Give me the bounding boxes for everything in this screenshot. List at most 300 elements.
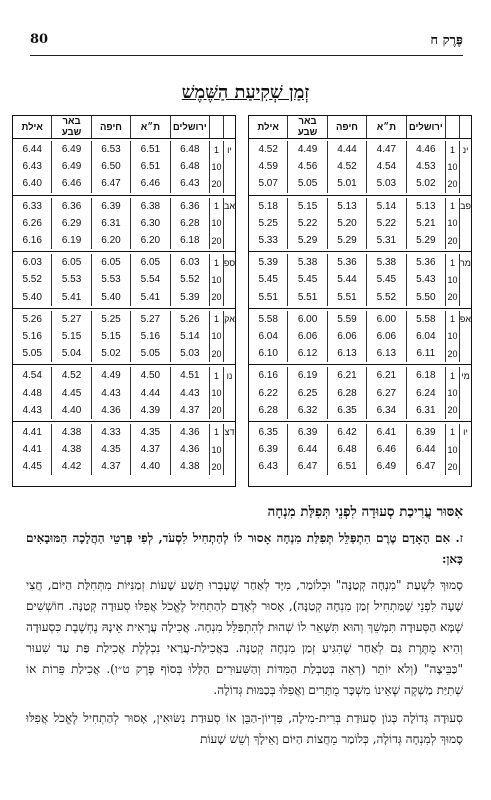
time-cell: 5.03: [170, 345, 209, 362]
day-cell: 20: [445, 289, 459, 306]
month-cell: [223, 458, 235, 475]
month-cell: [223, 441, 235, 458]
time-cell: 6.44: [406, 441, 445, 458]
time-cell: 4.38: [51, 441, 90, 458]
day-cell: 20: [209, 175, 223, 192]
time-cell: 5.22: [366, 215, 405, 232]
time-cell: 6.38: [130, 198, 169, 215]
time-cell: 4.35: [91, 441, 130, 458]
sunset-table-right: [248, 115, 472, 487]
day-cell: 20: [445, 458, 459, 475]
time-cell: 6.16: [258, 370, 278, 382]
time-cell: 6.28: [327, 384, 366, 401]
month-cell: מר: [459, 254, 471, 271]
month-cell: [459, 345, 471, 362]
table-row: [13, 175, 235, 192]
time-cell: 4.54: [22, 370, 42, 382]
time-cell: 5.51: [258, 291, 278, 303]
time-cell: 5.14: [366, 198, 405, 215]
time-cell: 4.52: [327, 158, 366, 175]
time-cell: 4.38: [170, 458, 209, 475]
time-cell: 4.43: [170, 384, 209, 401]
day-cell: 20: [209, 402, 223, 419]
time-cell: 4.44: [327, 141, 366, 158]
table-row: [13, 345, 235, 362]
time-cell: 4.49: [287, 141, 326, 158]
month-group: [13, 196, 235, 253]
table-row: [13, 198, 235, 215]
time-cell: 6.47: [406, 458, 445, 475]
day-cell: 20: [445, 402, 459, 419]
table-row: [249, 367, 471, 384]
time-cell: 5.45: [287, 271, 326, 288]
month-group: [249, 365, 471, 422]
month-cell: [223, 271, 235, 288]
time-cell: 5.31: [366, 232, 405, 249]
time-cell: 4.41: [22, 444, 42, 456]
table-row: [249, 215, 471, 232]
table-row: [249, 141, 471, 158]
month-cell: [223, 175, 235, 192]
time-cell: 4.50: [130, 367, 169, 384]
time-cell: 6.27: [366, 384, 405, 401]
day-cell: 10: [445, 271, 459, 288]
time-cell: 6.43: [170, 175, 209, 192]
month-cell: אק: [223, 311, 235, 328]
time-cell: 6.49: [51, 141, 90, 158]
time-cell: 4.52: [51, 367, 90, 384]
time-cell: 6.39: [287, 424, 326, 441]
time-cell: 4.52: [258, 144, 278, 156]
time-cell: 6.12: [287, 345, 326, 362]
header-rule: [30, 55, 463, 56]
table-header-row: [13, 116, 235, 139]
paragraph-3: סְעוּדָה גְּדוֹלָה כְּגוֹן סְעוּדַת בְּרִית-מִילָה, פִּדְיוֹן-הַבֵּן אוֹ סְעוּדַת נִשּׂוּאִין, אָסוּר לְהַתְחִיל לֶאֱכֹל אֲפִלּוּ סָמוּךְ לְמִנְחָה גְּדוֹלָה, כְּלוֹמַר מֵחֲצוֹת הַיּוֹם וָאֵילָךְ וְשֵׁשׁ שָׁעוֹת: [26, 711, 463, 746]
time-cell: 5.43: [406, 271, 445, 288]
month-cell: מי: [459, 367, 471, 384]
time-cell: 4.59: [258, 161, 278, 173]
day-cell: 1: [209, 424, 223, 441]
table-row: [13, 141, 235, 158]
month-cell: אב: [223, 198, 235, 215]
time-cell: 6.20: [91, 232, 130, 249]
time-cell: 5.05: [22, 348, 42, 360]
time-cell: 5.33: [258, 235, 278, 247]
column-header: באר שבע: [51, 116, 90, 138]
table-row: [249, 384, 471, 401]
time-cell: 6.06: [327, 328, 366, 345]
section-title: אִסּוּר עֲרִיכַת סְעוּדָה לִפְנֵי תְּפִלַּת מִנְחָה: [267, 504, 463, 520]
time-cell: 5.16: [22, 330, 42, 342]
day-cell: 10: [209, 441, 223, 458]
time-cell: 4.43: [22, 404, 42, 416]
month-cell: אפ: [459, 311, 471, 328]
day-cell: 1: [445, 367, 459, 384]
time-cell: 6.32: [287, 402, 326, 419]
day-cell: 10: [445, 441, 459, 458]
time-cell: 6.35: [258, 426, 278, 438]
day-cell: 20: [445, 345, 459, 362]
table-title: זְמַן שְׁקִיעַת הַשֶּׁמֶשׁ: [181, 82, 310, 103]
time-cell: 5.25: [258, 217, 278, 229]
table-row: [13, 367, 235, 384]
time-cell: 5.04: [51, 345, 90, 362]
table-row: [13, 441, 235, 458]
column-header: חיפה: [91, 116, 130, 138]
time-cell: 5.15: [287, 198, 326, 215]
time-cell: 6.31: [406, 402, 445, 419]
time-cell: 6.16: [22, 235, 42, 247]
time-cell: 5.26: [170, 311, 209, 328]
time-cell: 5.36: [327, 254, 366, 271]
table-row: [13, 215, 235, 232]
table-row: [13, 402, 235, 419]
table-row: [13, 458, 235, 475]
table-row: [13, 384, 235, 401]
time-cell: 6.04: [258, 330, 278, 342]
time-cell: 5.13: [406, 198, 445, 215]
day-cell: 20: [445, 175, 459, 192]
time-cell: 6.19: [51, 232, 90, 249]
time-cell: 5.16: [130, 328, 169, 345]
time-cell: 5.02: [406, 175, 445, 192]
day-cell: 10: [209, 158, 223, 175]
column-header: [445, 116, 459, 138]
time-cell: 6.42: [327, 424, 366, 441]
day-cell: 10: [445, 384, 459, 401]
time-cell: 6.49: [51, 158, 90, 175]
day-cell: 1: [209, 198, 223, 215]
time-cell: 5.51: [327, 289, 366, 306]
time-cell: 6.05: [130, 254, 169, 271]
month-cell: [459, 289, 471, 306]
time-cell: 6.03: [22, 257, 42, 269]
time-cell: 5.58: [406, 311, 445, 328]
paragraph-number: ז.: [455, 531, 463, 545]
month-cell: [223, 402, 235, 419]
time-cell: 5.39: [258, 257, 278, 269]
time-cell: 5.40: [22, 291, 42, 303]
column-header: ירושלים: [170, 116, 209, 138]
time-cell: 4.46: [406, 141, 445, 158]
time-cell: 5.14: [170, 328, 209, 345]
table-row: [249, 424, 471, 441]
time-cell: 5.51: [287, 289, 326, 306]
column-header: [209, 116, 223, 138]
time-cell: 6.33: [22, 200, 42, 212]
time-cell: 6.43: [22, 161, 42, 173]
time-cell: 6.06: [287, 328, 326, 345]
time-cell: 6.26: [22, 217, 42, 229]
column-header: ת״א: [130, 116, 169, 138]
month-cell: [459, 441, 471, 458]
time-cell: 5.52: [170, 271, 209, 288]
sunset-table-left: [12, 115, 236, 487]
time-cell: 6.48: [327, 441, 366, 458]
table-header-row: [249, 116, 471, 139]
time-cell: 5.50: [406, 289, 445, 306]
time-cell: 6.21: [366, 367, 405, 384]
time-cell: 5.29: [406, 232, 445, 249]
month-group: [249, 422, 471, 478]
time-cell: 6.30: [130, 215, 169, 232]
table-row: [13, 232, 235, 249]
month-cell: [459, 328, 471, 345]
month-cell: [459, 232, 471, 249]
time-cell: 5.54: [130, 271, 169, 288]
time-cell: 6.48: [170, 141, 209, 158]
time-cell: 5.29: [287, 232, 326, 249]
column-header: באר שבע: [287, 116, 326, 138]
time-cell: 4.37: [91, 458, 130, 475]
time-cell: 6.36: [51, 198, 90, 215]
time-cell: 5.15: [51, 328, 90, 345]
time-cell: 6.13: [366, 345, 405, 362]
table-row: [249, 402, 471, 419]
month-cell: ינ: [459, 141, 471, 158]
table-row: [249, 271, 471, 288]
month-cell: יו: [223, 141, 235, 158]
time-cell: 6.41: [366, 424, 405, 441]
table-row: [13, 254, 235, 271]
day-cell: 1: [445, 198, 459, 215]
time-cell: 4.51: [170, 367, 209, 384]
time-cell: 6.05: [91, 254, 130, 271]
month-cell: [223, 328, 235, 345]
month-cell: [459, 458, 471, 475]
day-cell: 20: [209, 232, 223, 249]
time-cell: 6.11: [406, 345, 445, 362]
paragraph-1-text: אִם הָאָדָם טֶרֶם הִתְפַּלֵּל תְּפִלַּת מִנְחָה אָסוּר לוֹ לְהַתְחִיל לִסְעֹד, לְפִי פְּרָטֵי הַהֲלָכָה הַמּוּבָאִים כָּאן:: [26, 531, 463, 566]
table-row: [13, 424, 235, 441]
table-row: [249, 311, 471, 328]
time-cell: 4.41: [22, 426, 42, 438]
time-cell: 5.05: [130, 345, 169, 362]
month-cell: [223, 158, 235, 175]
time-cell: 5.38: [287, 254, 326, 271]
month-cell: [459, 175, 471, 192]
time-cell: 6.39: [406, 424, 445, 441]
time-cell: 6.05: [51, 254, 90, 271]
time-cell: 6.25: [287, 384, 326, 401]
month-cell: [459, 384, 471, 401]
day-cell: 1: [209, 254, 223, 271]
time-cell: 5.20: [327, 215, 366, 232]
time-cell: 6.04: [406, 328, 445, 345]
time-cell: 4.53: [406, 158, 445, 175]
time-cell: 6.51: [130, 141, 169, 158]
time-cell: 5.36: [406, 254, 445, 271]
month-group: [249, 309, 471, 366]
day-cell: 10: [445, 158, 459, 175]
month-cell: [223, 232, 235, 249]
time-cell: 4.40: [130, 458, 169, 475]
time-cell: 6.19: [287, 367, 326, 384]
time-cell: 6.39: [258, 444, 278, 456]
chapter-label: פֶּרֶק ח: [430, 33, 463, 48]
time-cell: 4.45: [51, 384, 90, 401]
table-row: [13, 328, 235, 345]
month-cell: [223, 345, 235, 362]
time-cell: 5.29: [327, 232, 366, 249]
time-cell: 4.56: [287, 158, 326, 175]
column-header: אילת: [257, 121, 279, 133]
day-cell: 20: [209, 458, 223, 475]
time-cell: 4.36: [91, 402, 130, 419]
time-cell: 6.47: [287, 458, 326, 475]
time-cell: 4.40: [51, 402, 90, 419]
time-cell: 5.02: [91, 345, 130, 362]
table-row: [13, 289, 235, 306]
time-cell: 6.18: [406, 367, 445, 384]
time-cell: 4.37: [170, 402, 209, 419]
table-row: [249, 328, 471, 345]
time-cell: 5.01: [327, 175, 366, 192]
month-cell: [459, 402, 471, 419]
day-cell: 1: [209, 311, 223, 328]
day-cell: 10: [445, 328, 459, 345]
time-cell: 6.53: [91, 141, 130, 158]
time-cell: 4.39: [130, 402, 169, 419]
time-cell: 4.44: [130, 384, 169, 401]
time-cell: 5.45: [366, 271, 405, 288]
month-cell: [459, 271, 471, 288]
time-cell: 5.59: [327, 311, 366, 328]
time-cell: 6.03: [170, 254, 209, 271]
time-cell: 6.06: [366, 328, 405, 345]
table-row: [249, 345, 471, 362]
time-cell: 4.49: [91, 367, 130, 384]
column-header: אילת: [21, 121, 43, 133]
time-cell: 4.47: [366, 141, 405, 158]
running-header: [0, 32, 491, 52]
time-cell: 6.21: [327, 367, 366, 384]
month-cell: [223, 289, 235, 306]
month-cell: [459, 158, 471, 175]
time-cell: 5.26: [22, 313, 42, 325]
time-cell: 6.00: [366, 311, 405, 328]
time-cell: 5.40: [91, 289, 130, 306]
day-cell: 10: [209, 328, 223, 345]
day-cell: 1: [209, 141, 223, 158]
time-cell: 6.46: [51, 175, 90, 192]
time-cell: 4.42: [51, 458, 90, 475]
month-cell: דצ: [223, 424, 235, 441]
column-header: חיפה: [327, 116, 366, 138]
month-group: [249, 196, 471, 253]
time-cell: 5.45: [258, 274, 278, 286]
time-cell: 6.10: [258, 348, 278, 360]
time-cell: 6.34: [366, 402, 405, 419]
time-cell: 6.46: [366, 441, 405, 458]
month-group: [13, 309, 235, 366]
column-header: [459, 116, 471, 138]
time-cell: 5.07: [258, 178, 278, 190]
page-number: 80: [30, 32, 49, 47]
time-cell: 5.39: [170, 289, 209, 306]
table-row: [13, 271, 235, 288]
time-cell: 6.29: [51, 215, 90, 232]
time-cell: 4.35: [130, 424, 169, 441]
column-header: [223, 116, 235, 138]
month-cell: יו: [459, 424, 471, 441]
table-row: [249, 198, 471, 215]
time-cell: 5.18: [258, 200, 278, 212]
time-cell: 4.54: [366, 158, 405, 175]
time-cell: 5.52: [22, 274, 42, 286]
time-cell: 6.20: [130, 232, 169, 249]
time-cell: 5.44: [327, 271, 366, 288]
month-cell: [223, 215, 235, 232]
time-cell: 6.51: [327, 458, 366, 475]
paragraph-1: [26, 528, 463, 570]
time-cell: 5.21: [406, 215, 445, 232]
time-cell: 6.28: [258, 404, 278, 416]
time-cell: 5.52: [366, 289, 405, 306]
time-cell: 4.45: [22, 461, 42, 473]
table-row: [249, 158, 471, 175]
time-cell: 5.41: [130, 289, 169, 306]
time-cell: 4.36: [170, 441, 209, 458]
time-cell: 5.15: [91, 328, 130, 345]
table-row: [249, 458, 471, 475]
time-cell: 5.03: [366, 175, 405, 192]
time-cell: 6.13: [327, 345, 366, 362]
time-cell: 4.38: [51, 424, 90, 441]
column-header: ת״א: [366, 116, 405, 138]
table-row: [249, 441, 471, 458]
month-group: [13, 252, 235, 309]
day-cell: 10: [209, 384, 223, 401]
day-cell: 1: [445, 141, 459, 158]
table-row: [249, 232, 471, 249]
time-cell: 6.49: [366, 458, 405, 475]
table-row: [249, 254, 471, 271]
time-cell: 5.58: [258, 313, 278, 325]
day-cell: 20: [445, 232, 459, 249]
time-cell: 4.43: [91, 384, 130, 401]
month-cell: פב: [459, 198, 471, 215]
time-cell: 5.27: [130, 311, 169, 328]
day-cell: 10: [445, 215, 459, 232]
time-cell: 6.36: [170, 198, 209, 215]
month-cell: נו: [223, 367, 235, 384]
time-cell: 6.44: [287, 441, 326, 458]
time-cell: 6.31: [91, 215, 130, 232]
time-cell: 5.22: [287, 215, 326, 232]
time-cell: 6.40: [22, 178, 42, 190]
time-cell: 6.51: [130, 158, 169, 175]
time-cell: 6.24: [406, 384, 445, 401]
day-cell: 10: [209, 271, 223, 288]
month-cell: [459, 215, 471, 232]
time-cell: 4.37: [130, 441, 169, 458]
month-cell: ספ: [223, 254, 235, 271]
column-header: ירושלים: [406, 116, 445, 138]
month-group: [13, 365, 235, 422]
time-cell: 6.43: [258, 461, 278, 473]
time-cell: 6.35: [327, 402, 366, 419]
time-cell: 6.47: [91, 175, 130, 192]
time-cell: 5.53: [91, 271, 130, 288]
time-cell: 6.50: [91, 158, 130, 175]
time-cell: 6.46: [130, 175, 169, 192]
time-cell: 6.22: [258, 387, 278, 399]
paragraph-2: סָמוּךְ לִשְׁעַת "מִנְחָה קְטַנָּה" וּכְלוֹמַר, מִיָּד לְאַחַר שֶׁעָבְרוּ תֵּשַׁע שָׁעוֹת זְמַנִּיּוֹת מִתְּחִלַּת הַיּוֹם, חֲצִי שָׁעָה לִפְנֵי שֶׁמַּתְחִיל זְמַן מִנְחָה קְטַנָּה), אָסוּר לְאָדָם לְהַתְחִיל לֶאֱכֹל אֲפִלּוּ סְעוּדָה קְטַנָּה. חוֹשְׁשִׁים שֶׁמָּא הַסְּעוּדָה תִּמָּשֵׁךְ וְהוּא תִּשָּׁאֵר לוֹ שְׁהוּת לְהִתְפַּלֵּל מִנְחָה. אֲכִילָה עֲרָאִית אֵינָהּ נֶחְשֶׁבֶת כִּסְעוּדָה וְהִיא מֻתֶּרֶת גַּם לְאַחַר שֶׁהִגִּיעַ זְמַן מִנְחָה קְטַנָּה. בַּאֲכִילַת-עֲרַאי נִכְלֶלֶת אֲכִילַת פַּת עַד שִׁעוּר "כַּבֵּיצָה" (וְלֹא יוֹתֵר (רְאֵה בְּטַבְלַת הַמִּדּוֹת וְהַשִּׁעוּרִים הַלָּלוּ בְּסוֹף פֶּרֶק ט״ו). אֲכִילַת פֵּרוֹת אוֹ שְׁתִיַּת מַשְׁקֶה שֶׁאֵינוֹ מִשְׁכָּר מֻתָּרִים וַאֲפִלּוּ בְּכַמּוּת גְּדוֹלָה.: [26, 578, 463, 697]
time-cell: 6.00: [287, 311, 326, 328]
table-row: [249, 175, 471, 192]
time-cell: 6.28: [170, 215, 209, 232]
